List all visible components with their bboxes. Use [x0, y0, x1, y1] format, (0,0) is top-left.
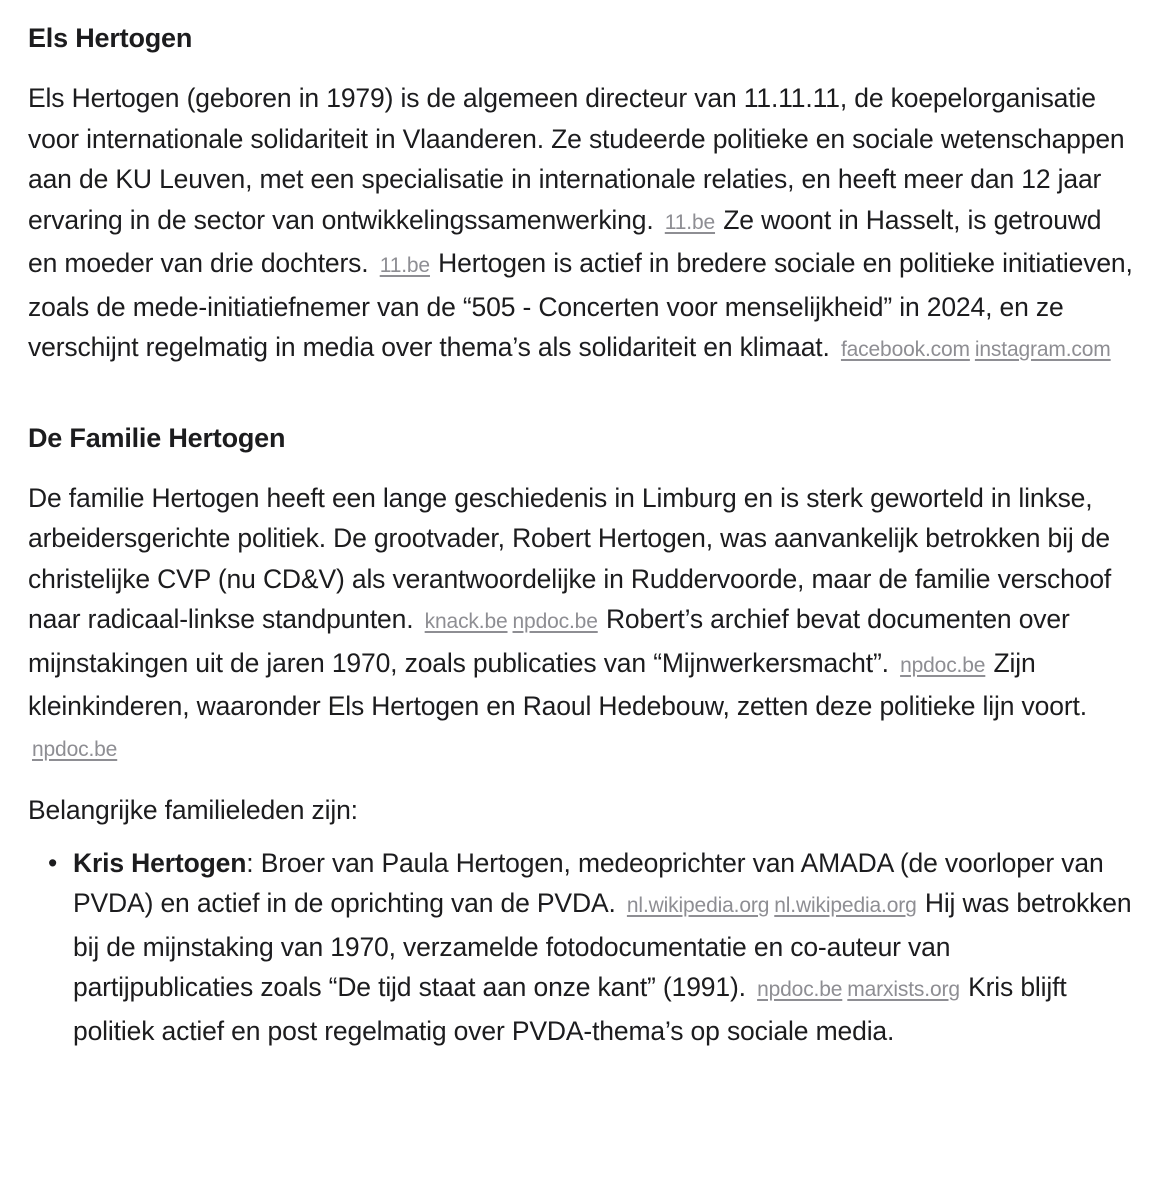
list-item-text: Kris blijft politiek actief en post regelmatig over PVDA-thema’s op sociale media.: [73, 972, 1067, 1046]
source-link-npdoc[interactable]: npdoc.be: [757, 978, 843, 1001]
source-link-npdoc[interactable]: npdoc.be: [512, 610, 598, 633]
list-item-text: Hij was betrokken bij de mijnstaking van 1970, verzamelde fotodocumentatie en co-auteur van partijpublicaties zoals “De tijd staat aan onze kant” (1991).: [73, 888, 1132, 1002]
paragraph-els-hertogen: [28, 78, 1135, 371]
paragraph-text: Ze woont in Hasselt, is getrouwd en moeder van drie dochters.: [28, 204, 1102, 278]
source-link-marxists[interactable]: marxists.org: [847, 978, 960, 1001]
source-link-npdoc[interactable]: npdoc.be: [32, 737, 118, 761]
list-item: [28, 843, 1135, 1052]
bullet-icon: •: [48, 847, 58, 878]
family-members-list: [28, 843, 1135, 1052]
section-title-familie-hertogen: De Familie Hertogen: [28, 422, 286, 453]
source-link-instagram[interactable]: instagram.com: [974, 338, 1111, 361]
paragraph-familie-hertogen: [28, 478, 1135, 771]
source-link-npdoc[interactable]: npdoc.be: [900, 653, 986, 677]
member-name: Kris Hertogen: [73, 847, 247, 878]
paragraph-text: Zijn kleinkinderen, waaronder Els Hertogen en Raoul Hedebouw, zetten deze politieke lijn voort.: [28, 647, 1087, 721]
source-link-facebook[interactable]: facebook.com: [840, 338, 970, 361]
paragraph-text: Hertogen is actief in bredere sociale en politieke initiatieven, zoals de mede-initiatiefnemer van de “505 - Concerten voor menselijkheid” in 2024, en ze verschijnt regelmatig in media over thema’s als solidariteit en klimaat.: [28, 248, 1133, 362]
source-link-11be[interactable]: 11.be: [664, 210, 716, 234]
family-members-intro: Belangrijke familieleden zijn:: [28, 795, 358, 825]
paragraph-text: De familie Hertogen heeft een lange geschiedenis in Limburg en is sterk geworteld in linkse, arbeidersgerichte politiek. De grootvader, Robert Hertogen, was aanvankelijk betrokken bij de christelijke CVP (nu CD&V) als verantwoordelijke in Ruddervoorde, maar de familie verschoof naar radicaal-linkse standpunten.: [28, 482, 1112, 634]
section-title-els-hertogen: Els Hertogen: [28, 23, 193, 53]
source-link-wikipedia[interactable]: nl.wikipedia.org: [626, 894, 770, 917]
paragraph-text: Els Hertogen (geboren in 1979) is de algemeen directeur van 11.11.11, de koepelorganisatie voor internationale solidariteit in Vlaanderen. Ze studeerde politieke en sociale wetenschappen aan de KU Leuven, met een specialisatie in internationale relaties, en heeft meer dan 12 jaar ervaring in de sector van ontwikkelingssamenwerking.: [28, 83, 1125, 235]
source-link-knack[interactable]: knack.be: [424, 610, 508, 633]
source-link-wikipedia[interactable]: nl.wikipedia.org: [774, 894, 917, 917]
list-item-text: : Broer van Paula Hertogen, medeoprichter van AMADA (de voorloper van PVDA) en actief in de oprichting van de PVDA.: [73, 847, 1104, 918]
paragraph-text: Robert’s archief bevat documenten over mijnstakingen uit de jaren 1970, zoals publicaties van “Mijnwerkersmacht”.: [28, 604, 1070, 678]
source-link-11be[interactable]: 11.be: [379, 254, 430, 277]
